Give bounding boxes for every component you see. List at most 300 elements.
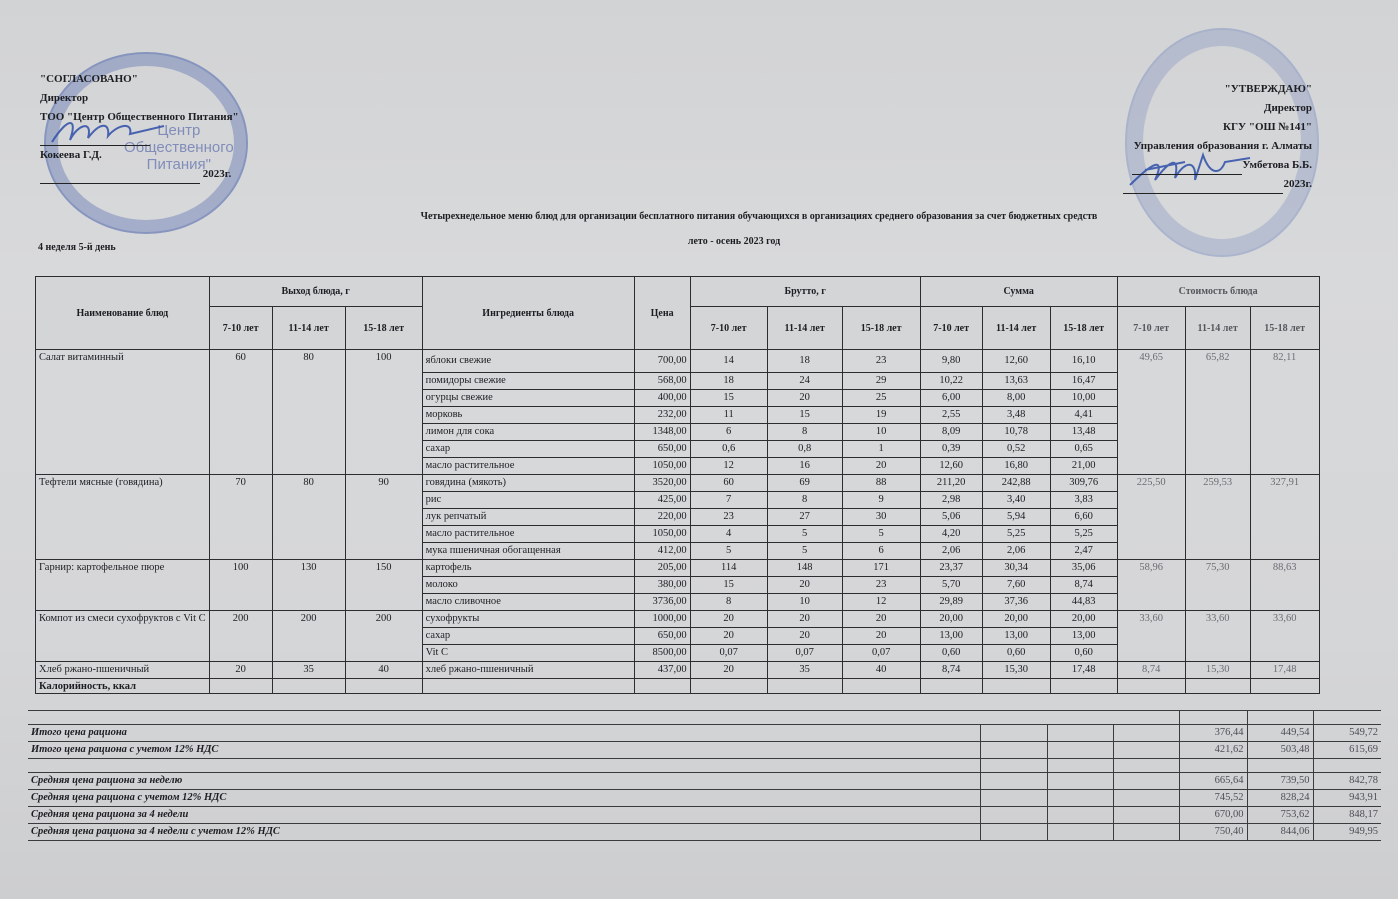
ingredient-sum: 6,00 (920, 390, 982, 407)
menu-table-body (36, 350, 1320, 694)
ingredient-sum: 8,00 (982, 390, 1050, 407)
totals-value: 739,50 (1247, 773, 1313, 790)
ingredient-brutto: 5 (767, 543, 842, 560)
ingredient-price: 400,00 (634, 390, 690, 407)
header-age-7-10: 7-10 лет (920, 307, 982, 350)
table-row (36, 662, 1320, 679)
dish-cost: 15,30 (1185, 662, 1250, 679)
ingredient-price: 425,00 (634, 492, 690, 509)
ingredient-brutto: 0,07 (690, 645, 767, 662)
empty-cell (209, 679, 272, 694)
ingredient-price: 232,00 (634, 407, 690, 424)
ingredient-price: 650,00 (634, 441, 690, 458)
empty-cell (980, 790, 1047, 807)
ingredient-sum: 4,41 (1050, 407, 1117, 424)
header-dish-cost: Стоимость блюда (1117, 277, 1319, 307)
totals-value: 842,78 (1313, 773, 1381, 790)
ingredient-name: масло растительное (422, 458, 634, 475)
totals-row (28, 773, 1381, 790)
ingredient-sum: 13,00 (920, 628, 982, 645)
ingredient-brutto: 6 (690, 424, 767, 441)
totals-row (28, 725, 1381, 742)
totals-label: Средняя цена рациона за 4 недели (28, 807, 980, 824)
header-age-11-14: 11-14 лет (982, 307, 1050, 350)
ingredient-sum: 8,74 (1050, 577, 1117, 594)
ingredient-sum: 2,47 (1050, 543, 1117, 560)
ingredient-brutto: 16 (767, 458, 842, 475)
header-age-15-18: 15-18 лет (345, 307, 422, 350)
totals-value: 745,52 (1179, 790, 1247, 807)
dish-yield: 200 (209, 611, 272, 662)
ingredient-price: 437,00 (634, 662, 690, 679)
approval-year: 2023г. (1283, 178, 1312, 190)
totals-row (28, 790, 1381, 807)
document-title: Четырехнедельное меню блюд для организации бесплатного питания обучающихся в организациях среднего образования за счет бюджетных средств (420, 211, 1098, 222)
totals-table-body (28, 711, 1381, 841)
ingredient-sum: 211,20 (920, 475, 982, 492)
ingredient-brutto: 23 (842, 350, 920, 373)
stamp-line: Питания" (146, 156, 211, 173)
ingredient-sum: 0,60 (982, 645, 1050, 662)
empty-cell (1113, 759, 1179, 773)
dish-cost: 82,11 (1250, 350, 1319, 475)
totals-value: 844,06 (1247, 824, 1313, 841)
ingredient-sum: 2,98 (920, 492, 982, 509)
ingredient-brutto: 148 (767, 560, 842, 577)
ingredient-brutto: 20 (767, 577, 842, 594)
ingredient-sum: 0,60 (920, 645, 982, 662)
empty-cell (1250, 679, 1319, 694)
menu-table (35, 276, 1320, 694)
ingredient-brutto: 10 (767, 594, 842, 611)
ingredient-brutto: 20 (842, 628, 920, 645)
ingredient-sum: 23,37 (920, 560, 982, 577)
ingredient-sum: 2,55 (920, 407, 982, 424)
ingredient-sum: 0,65 (1050, 441, 1117, 458)
ingredient-name: сухофрукты (422, 611, 634, 628)
ingredient-name: Vit C (422, 645, 634, 662)
dish-name: Гарнир: картофельное пюре (36, 560, 210, 611)
dish-name: Хлеб ржано-пшеничный (36, 662, 210, 679)
dish-cost: 58,96 (1117, 560, 1185, 611)
ingredient-name: лимон для сока (422, 424, 634, 441)
ingredient-sum: 2,06 (982, 543, 1050, 560)
dish-yield: 100 (345, 350, 422, 475)
ingredient-brutto: 15 (767, 407, 842, 424)
totals-value (1247, 759, 1313, 773)
ingredient-brutto: 0,07 (842, 645, 920, 662)
signature-line (40, 127, 239, 146)
ingredient-sum: 20,00 (1050, 611, 1117, 628)
ingredient-brutto: 20 (690, 611, 767, 628)
dish-name: Салат витаминный (36, 350, 210, 475)
approval-year: 2023г. (202, 168, 232, 180)
empty-cell (980, 773, 1047, 790)
dish-yield: 200 (345, 611, 422, 662)
totals-value: 753,62 (1247, 807, 1313, 824)
ingredient-brutto: 20 (767, 390, 842, 407)
week-day-label: 4 неделя 5-й день (38, 242, 116, 253)
ingredient-sum: 16,10 (1050, 350, 1117, 373)
ingredient-sum: 10,00 (1050, 390, 1117, 407)
ingredient-brutto: 20 (767, 628, 842, 645)
ingredient-name: помидоры свежие (422, 373, 634, 390)
ingredient-price: 650,00 (634, 628, 690, 645)
ingredient-name: огурцы свежие (422, 390, 634, 407)
ingredient-brutto: 20 (690, 662, 767, 679)
dish-cost: 225,50 (1117, 475, 1185, 560)
ingredient-brutto: 24 (767, 373, 842, 390)
dish-yield: 70 (209, 475, 272, 560)
ingredient-name: яблоки свежие (422, 350, 634, 373)
ingredient-sum: 7,60 (982, 577, 1050, 594)
ingredient-brutto: 23 (842, 577, 920, 594)
ingredient-sum: 12,60 (982, 350, 1050, 373)
totals-value: 943,91 (1313, 790, 1381, 807)
dish-yield: 80 (272, 350, 345, 475)
totals-value: 503,48 (1247, 742, 1313, 759)
dish-yield: 20 (209, 662, 272, 679)
ingredient-price: 205,00 (634, 560, 690, 577)
approval-date (1123, 175, 1312, 194)
totals-row (28, 759, 1381, 773)
totals-value: 449,54 (1247, 725, 1313, 742)
ingredient-name: лук репчатый (422, 509, 634, 526)
dish-cost: 88,63 (1250, 560, 1319, 611)
ingredient-sum: 6,60 (1050, 509, 1117, 526)
totals-row (28, 742, 1381, 759)
ingredient-brutto: 19 (842, 407, 920, 424)
ingredient-sum: 20,00 (920, 611, 982, 628)
ingredient-sum: 3,40 (982, 492, 1050, 509)
totals-value: 549,72 (1313, 725, 1381, 742)
empty-cell (1179, 711, 1247, 725)
header-age-7-10: 7-10 лет (1117, 307, 1185, 350)
header-age-7-10: 7-10 лет (690, 307, 767, 350)
ingredient-sum: 12,60 (920, 458, 982, 475)
ingredient-name: сахар (422, 628, 634, 645)
header-dish-name: Наименование блюд (36, 277, 210, 350)
ingredient-sum: 44,83 (1050, 594, 1117, 611)
dish-cost: 8,74 (1117, 662, 1185, 679)
ingredient-brutto: 15 (690, 577, 767, 594)
empty-cell (690, 679, 767, 694)
ingredient-price: 412,00 (634, 543, 690, 560)
ingredient-sum: 9,80 (920, 350, 982, 373)
ingredient-brutto: 6 (842, 543, 920, 560)
totals-label: Итого цена рациона (28, 725, 980, 742)
ingredient-price: 1000,00 (634, 611, 690, 628)
header-age-15-18: 15-18 лет (1050, 307, 1117, 350)
ingredient-price: 3520,00 (634, 475, 690, 492)
ingredient-brutto: 8 (690, 594, 767, 611)
ingredient-brutto: 30 (842, 509, 920, 526)
ingredient-brutto: 5 (690, 543, 767, 560)
approval-department: Управления образования г. Алматы (1133, 140, 1312, 152)
header-age-11-14: 11-14 лет (272, 307, 345, 350)
empty-cell (1113, 790, 1179, 807)
table-row (36, 560, 1320, 577)
dish-yield: 40 (345, 662, 422, 679)
ingredient-price: 1348,00 (634, 424, 690, 441)
empty-cell (422, 679, 634, 694)
totals-value: 848,17 (1313, 807, 1381, 824)
ingredient-price: 568,00 (634, 373, 690, 390)
dish-cost: 259,53 (1185, 475, 1250, 560)
dish-yield: 100 (209, 560, 272, 611)
approval-heading: "СОГЛАСОВАНО" (40, 73, 138, 85)
dish-yield: 90 (345, 475, 422, 560)
empty-cell (1047, 725, 1113, 742)
empty-cell (1113, 742, 1179, 759)
empty-cell (1185, 679, 1250, 694)
approval-name (1123, 156, 1312, 175)
ingredient-brutto: 25 (842, 390, 920, 407)
dish-cost: 65,82 (1185, 350, 1250, 475)
approval-position: Директор (1263, 102, 1312, 114)
ingredient-brutto: 20 (842, 458, 920, 475)
totals-value: 949,95 (1313, 824, 1381, 841)
empty-cell (634, 679, 690, 694)
empty-cell (920, 679, 982, 694)
table-row (36, 475, 1320, 492)
empty-cell (1247, 711, 1313, 725)
ingredient-brutto: 8 (767, 424, 842, 441)
ingredient-brutto: 20 (767, 611, 842, 628)
table-row (36, 611, 1320, 628)
totals-value: 376,44 (1179, 725, 1247, 742)
ingredient-brutto: 29 (842, 373, 920, 390)
ingredient-brutto: 9 (842, 492, 920, 509)
ingredient-sum: 13,48 (1050, 424, 1117, 441)
calories-label: Калорийность, ккал (36, 679, 210, 694)
empty-cell (980, 725, 1047, 742)
ingredient-name: масло сливочное (422, 594, 634, 611)
ingredient-brutto: 12 (842, 594, 920, 611)
empty-cell (842, 679, 920, 694)
totals-spacer-row (28, 711, 1381, 725)
ingredient-name: говядина (мякоть) (422, 475, 634, 492)
ingredient-sum: 29,89 (920, 594, 982, 611)
header-price: Цена (634, 277, 690, 350)
totals-label (28, 759, 980, 773)
totals-value (1313, 759, 1381, 773)
ingredient-sum: 37,36 (982, 594, 1050, 611)
ingredient-brutto: 27 (767, 509, 842, 526)
header-age-11-14: 11-14 лет (767, 307, 842, 350)
ingredient-sum: 8,09 (920, 424, 982, 441)
ingredient-sum: 0,60 (1050, 645, 1117, 662)
approval-position: Директор (40, 92, 89, 104)
dish-yield: 35 (272, 662, 345, 679)
approval-name: Кокеева Г.Д. (40, 149, 102, 161)
approval-organization: ТОО "Центр Общественного Питания" (40, 111, 239, 123)
ingredient-brutto: 40 (842, 662, 920, 679)
empty-cell (1113, 807, 1179, 824)
ingredient-price: 1050,00 (634, 526, 690, 543)
ingredient-brutto: 11 (690, 407, 767, 424)
ingredient-sum: 16,47 (1050, 373, 1117, 390)
ingredient-brutto: 35 (767, 662, 842, 679)
calories-row (36, 679, 1320, 694)
ingredient-sum: 20,00 (982, 611, 1050, 628)
ingredient-sum: 16,80 (982, 458, 1050, 475)
ingredient-sum: 5,25 (982, 526, 1050, 543)
ingredient-price: 700,00 (634, 350, 690, 373)
totals-table (28, 710, 1381, 841)
ingredient-brutto: 18 (767, 350, 842, 373)
table-header-row (36, 277, 1320, 307)
totals-label: Средняя цена рациона за 4 недели с учетом 12% НДС (28, 824, 980, 841)
ingredient-sum: 13,63 (982, 373, 1050, 390)
empty-cell (1047, 824, 1113, 841)
ingredient-brutto: 23 (690, 509, 767, 526)
ingredient-brutto: 69 (767, 475, 842, 492)
empty-cell (980, 807, 1047, 824)
header-sum: Сумма (920, 277, 1117, 307)
ingredient-sum: 30,34 (982, 560, 1050, 577)
empty-cell (1047, 759, 1113, 773)
totals-value: 828,24 (1247, 790, 1313, 807)
approval-date (40, 165, 239, 184)
ingredient-name: масло растительное (422, 526, 634, 543)
approval-block-agreed (40, 70, 239, 184)
ingredient-brutto: 12 (690, 458, 767, 475)
ingredient-sum: 21,00 (1050, 458, 1117, 475)
approval-block-approved (1123, 80, 1312, 194)
ingredient-sum: 0,52 (982, 441, 1050, 458)
stamp-line: Общественного (124, 139, 234, 156)
totals-value (1179, 759, 1247, 773)
approval-heading: "УТВЕРЖДАЮ" (1224, 83, 1312, 95)
empty-cell (272, 679, 345, 694)
dish-name: Компот из смеси сухофруктов с Vit C (36, 611, 210, 662)
empty-cell (1047, 807, 1113, 824)
totals-value: 750,40 (1179, 824, 1247, 841)
ingredient-sum: 242,88 (982, 475, 1050, 492)
totals-row (28, 807, 1381, 824)
empty-cell (1113, 773, 1179, 790)
ingredient-sum: 10,78 (982, 424, 1050, 441)
header-yield: Выход блюда, г (209, 277, 422, 307)
empty-cell (28, 711, 1179, 725)
empty-cell (1047, 773, 1113, 790)
ingredient-name: хлеб ржано-пшеничный (422, 662, 634, 679)
ingredient-name: молоко (422, 577, 634, 594)
ingredient-brutto: 114 (690, 560, 767, 577)
document-subtitle: лето - осень 2023 год (687, 236, 781, 247)
dish-cost: 33,60 (1250, 611, 1319, 662)
ingredient-price: 8500,00 (634, 645, 690, 662)
empty-cell (1113, 824, 1179, 841)
ingredient-brutto: 5 (842, 526, 920, 543)
ingredient-brutto: 18 (690, 373, 767, 390)
ingredient-name: рис (422, 492, 634, 509)
ingredient-brutto: 0,8 (767, 441, 842, 458)
empty-cell (767, 679, 842, 694)
empty-cell (1047, 790, 1113, 807)
ingredient-brutto: 60 (690, 475, 767, 492)
ingredient-name: картофель (422, 560, 634, 577)
header-brutto: Брутто, г (690, 277, 920, 307)
totals-row (28, 824, 1381, 841)
dish-cost: 33,60 (1117, 611, 1185, 662)
dish-cost: 49,65 (1117, 350, 1185, 475)
ingredient-brutto: 10 (842, 424, 920, 441)
dish-yield: 80 (272, 475, 345, 560)
ingredient-brutto: 7 (690, 492, 767, 509)
ingredient-sum: 309,76 (1050, 475, 1117, 492)
empty-cell (980, 742, 1047, 759)
ingredient-brutto: 20 (842, 611, 920, 628)
ingredient-sum: 0,39 (920, 441, 982, 458)
ingredient-price: 380,00 (634, 577, 690, 594)
ingredient-sum: 3,83 (1050, 492, 1117, 509)
ingredient-sum: 2,06 (920, 543, 982, 560)
totals-label: Итого цена рациона с учетом 12% НДС (28, 742, 980, 759)
ingredient-brutto: 4 (690, 526, 767, 543)
ingredient-sum: 8,74 (920, 662, 982, 679)
ingredient-sum: 5,06 (920, 509, 982, 526)
ingredient-sum: 5,25 (1050, 526, 1117, 543)
dish-yield: 150 (345, 560, 422, 611)
ingredient-brutto: 5 (767, 526, 842, 543)
empty-cell (980, 759, 1047, 773)
approval-organization: КГУ "ОШ №141" (1223, 121, 1312, 133)
ingredient-name: морковь (422, 407, 634, 424)
dish-cost: 17,48 (1250, 662, 1319, 679)
ingredient-sum: 5,94 (982, 509, 1050, 526)
ingredient-brutto: 15 (690, 390, 767, 407)
ingredient-name: мука пшеничная обогащенная (422, 543, 634, 560)
empty-cell (345, 679, 422, 694)
ingredient-brutto: 8 (767, 492, 842, 509)
ingredient-price: 220,00 (634, 509, 690, 526)
totals-value: 421,62 (1179, 742, 1247, 759)
empty-cell (1313, 711, 1381, 725)
ingredient-price: 3736,00 (634, 594, 690, 611)
totals-value: 670,00 (1179, 807, 1247, 824)
totals-label: Средняя цена рациона за неделю (28, 773, 980, 790)
header-ingredients: Ингредиенты блюда (422, 277, 634, 350)
dish-cost: 75,30 (1185, 560, 1250, 611)
empty-cell (982, 679, 1050, 694)
header-age-7-10: 7-10 лет (209, 307, 272, 350)
dish-cost: 33,60 (1185, 611, 1250, 662)
dish-yield: 200 (272, 611, 345, 662)
dish-yield: 130 (272, 560, 345, 611)
ingredient-sum: 3,48 (982, 407, 1050, 424)
ingredient-price: 1050,00 (634, 458, 690, 475)
ingredient-brutto: 0,07 (767, 645, 842, 662)
ingredient-name: сахар (422, 441, 634, 458)
ingredient-brutto: 20 (690, 628, 767, 645)
ingredient-sum: 17,48 (1050, 662, 1117, 679)
ingredient-brutto: 14 (690, 350, 767, 373)
empty-cell (1047, 742, 1113, 759)
header-age-15-18: 15-18 лет (1250, 307, 1319, 350)
ingredient-sum: 15,30 (982, 662, 1050, 679)
totals-value: 665,64 (1179, 773, 1247, 790)
empty-cell (1050, 679, 1117, 694)
ingredient-brutto: 0,6 (690, 441, 767, 458)
dish-cost: 327,91 (1250, 475, 1319, 560)
header-age-15-18: 15-18 лет (842, 307, 920, 350)
header-age-11-14: 11-14 лет (1185, 307, 1250, 350)
ingredient-sum: 35,06 (1050, 560, 1117, 577)
ingredient-brutto: 1 (842, 441, 920, 458)
ingredient-sum: 10,22 (920, 373, 982, 390)
